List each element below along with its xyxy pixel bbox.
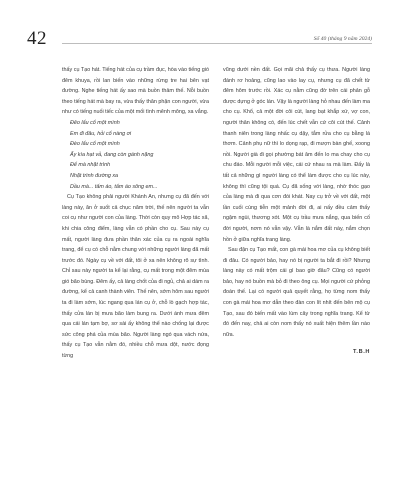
poem-line: Dầu mà... tấm áo, tấm áo sông em... <box>70 183 158 190</box>
header-divider <box>62 43 372 44</box>
poem-line: Đêo lẩu cổ một mình <box>70 119 120 126</box>
page-number: 42 <box>27 28 47 49</box>
poem-line: Em đi đâu, hỏi cổ nàng ơi <box>70 130 132 137</box>
paragraph: thấy cụ Tạo hát. Tiếng hát của cụ trầm đục, hòa vào tiếng gió đêm khuya, rồi lan biến vào những rừng tre hai bên vạt đường. Nghe tiếng hát ấy sao mà buồn thảm thế. Nỗi buồn theo tiếng hát mà bay ra, vừa thấy thân phận con người, vừa như có tiếng nuối tiếc của một mối tình mênh mông, xa vắng. <box>62 67 209 116</box>
poem-line: Ấy kìa hạt vả, đang còn gánh nặng <box>70 151 154 158</box>
left-column <box>62 65 209 362</box>
poem-line: Nhặt trình đường xa <box>70 172 119 179</box>
poem-line: Đèo lẩu cổ một mình <box>70 141 120 148</box>
paragraph: Cụ Tạo không phải người Khánh An, nhưng cụ đã đến với làng này, ăn ở suốt cả chục năm trời, thế nên người ta vẫn coi cụ như người con của làng. Thời còn quy mô Hợp tác xã, khi chia công điểm, làng vẫn có phần cho cụ. Sau này cụ mất, người làng đưa phần thân xác của cụ ra ngoài nghĩa trang, để cụ có chỗ nằm chung với những người làng đã mất trước đó. Ngày cụ về với đất, tôi ở xa nên không rõ sự tình. Chỉ sau này người ta kể lại rằng, cụ mất trong một đêm mùa gió bão bùng. Đêm ấy, cả làng chốt của đi ngủ, chả ai dám ra đường, kể cả canh thành viên. Thế nên, sớm hôm sau người ta đi làm sớm, lúc ngang qua lán cụ ở, chỗ lò gạch hợp tác, thấy cửa lán bị mưa bão làm bung ra. Dưới ánh mưa đêm qua cái lán tạm bợ, sơ sài ấy không thể nào chống lại được sức công phá của mùa bão. Người làng ngó qua vách nứa, thấy cụ Tạo vẫn nằm đó, nhiều chỗ mưa dột, nước đọng từng <box>62 194 209 360</box>
right-column <box>223 65 370 358</box>
paragraph: Sau đận cụ Tạo mất, con gà mái hoa mơ của cụ không biết đi đâu. Có người bảo, hay nó bị người ta bắt đi rồi? Nhưng làng này có mất trộm cái gì bao giờ đâu? Cũng có người bảo, hay nó buồn mà bỏ đi theo ông cụ. Mọi người cứ phỏng đoán thế. Lại có người quả quyết rằng, họ từng nom thấy con gà mái hoa mơ dẫn theo đàn con lít nhít đến bên mộ cụ Tạo, sau đó biến mất vào lùm cây trong nghĩa trang. Kể từ đó đến nay, chả ai còn nom thấy nó xuất hiện thêm lần nào nữa. <box>223 247 370 338</box>
paragraph: vũng dưới nền đất. Gọi mãi chả thấy cụ thưa. Người làng đánh rơ hoảng, cũng lao vào lay cụ, nhưng cụ đã chết từ đêm hôm trước rồi. Xác cụ nằm cũng đờ trên cái phản gỗ được dựng ở góc lán. Vậy là người làng hỏ nhau đến làm ma cho cụ. Khổ, cả một đời côi cút, lang bạt khắp xứ, vợ con, người thân không có, đến lúc chết vẫn cứ côi cút thế. Cảnh thanh niên trong làng nhấc cụ dậy, tắm rửa cho cụ bằng lá thơm. Cảnh phụ nữ thì lo dọng rạp, đi mượn bàn ghế, xoong nồi. Người già đi gọi phường bát âm đến lo ma chay cho cụ chu đáo. Mỗi người mỗi việc, cái cứ nhau ra mà làm. Đấy là tất cả những gì người làng có thể làm được cho cụ lúc này, không thì cũng tội quá. Cụ đã sống với làng, nhờ thóc gạo của làng mà đi qua cơn đói khát. Nay cụ trở về với đất, một lần cuối cùng tiễn một mảnh đời đi, ai nấy đều cảm thấy ngậm ngùi, thương xót. Một cụ trầu mưa nắng, qua biến cố đời người, nơm nó vẫn vậy. Vẫn là nắm đất này, nắm chọn hồn ở giữa nghĩa trang làng. <box>223 67 370 243</box>
issue-info: Số 40 (tháng 9 năm 2024) <box>313 36 372 42</box>
author-signature: T.B.H <box>353 349 370 356</box>
poem-line: Để mà nhặt trình <box>70 162 111 169</box>
poem-block <box>62 118 209 192</box>
